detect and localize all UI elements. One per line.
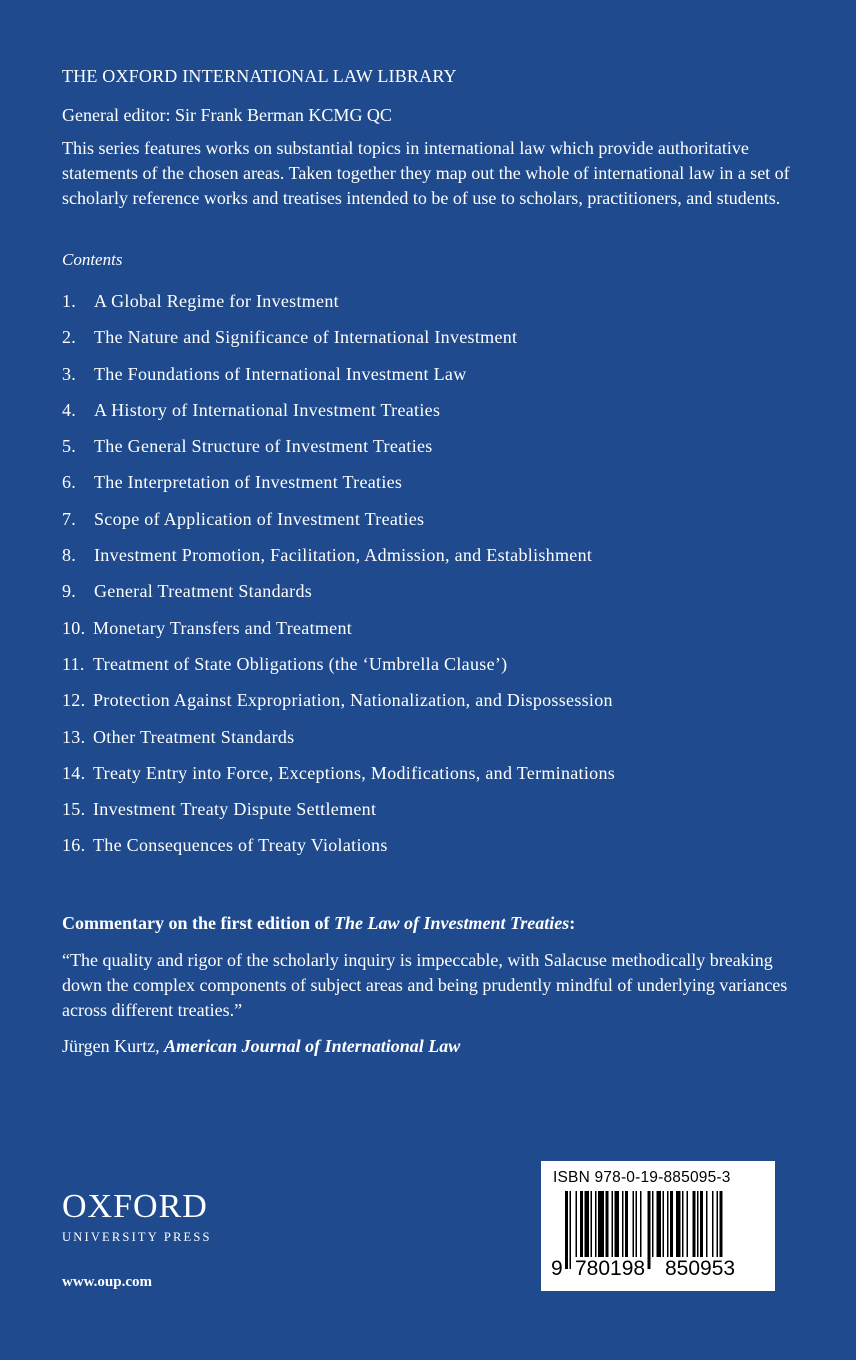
barcode-bar: [622, 1191, 624, 1257]
series-title: THE OXFORD INTERNATIONAL LAW LIBRARY: [62, 66, 457, 86]
contents-item: 4. A History of International Investment Treaties: [62, 399, 441, 420]
barcode-bar: [585, 1191, 590, 1257]
barcode-bar: [667, 1191, 669, 1257]
commentary-heading: Commentary on the first edition of The Law of Investment Treaties:: [62, 912, 576, 933]
barcode-bar: [697, 1191, 699, 1257]
contents-item: 3. The Foundations of International Investment Law: [62, 363, 467, 384]
reviewer-name: Jürgen Kurtz,: [62, 1035, 165, 1056]
barcode-bar: [636, 1191, 638, 1257]
barcode-bar: [687, 1191, 689, 1257]
barcode-bar: [612, 1191, 614, 1257]
barcode-bar: [640, 1191, 642, 1257]
barcode-bar: [693, 1191, 696, 1257]
barcode-first-digit: 9: [551, 1257, 563, 1280]
barcode-bar: [576, 1191, 578, 1257]
barcode-bar: [648, 1191, 651, 1269]
contents-item: 12. Protection Against Expropriation, Nationalization, and Dispossession: [62, 690, 613, 711]
general-editor: General editor: Sir Frank Berman KCMG QC: [62, 105, 392, 125]
barcode-bar: [663, 1191, 665, 1257]
barcode-bar: [606, 1191, 609, 1257]
barcode-bar: [652, 1191, 654, 1257]
contents-item: 6. The Interpretation of Investment Treaties: [62, 472, 403, 493]
contents-item: 2. The Nature and Significance of International Investment: [62, 327, 518, 348]
barcode-bar: [657, 1191, 662, 1257]
contents-item: 7. Scope of Application of Investment Treaties: [62, 508, 425, 529]
oxford-logo: [62, 1190, 262, 1244]
barcode-bar: [625, 1191, 628, 1257]
barcode-bar: [598, 1191, 604, 1257]
journal-name: American Journal of International Law: [164, 1035, 461, 1056]
barcode-bar: [570, 1191, 572, 1269]
back-cover-content: [62, 62, 802, 1059]
contents-item: 8. Investment Promotion, Facilitation, Admission, and Establishment: [62, 545, 593, 566]
barcode-bar: [700, 1191, 703, 1257]
review-attribution: [62, 1033, 802, 1059]
contents-item: 11. Treatment of State Obligations (the ‘Umbrella Clause’): [62, 653, 508, 674]
barcode-bar: [615, 1191, 620, 1257]
series-description: This series features works on substantial topics in international law which provide authoritative statements of the chosen areas. Taken together they map out the whole of international law in a set of scholarly reference works and treatises intended to be of use to scholars, practitioners, and students.: [62, 138, 790, 208]
contents-item: 13. Other Treatment Standards: [62, 726, 295, 747]
isbn-barcode: [541, 1161, 775, 1291]
barcode-bar: [676, 1191, 681, 1257]
barcode-bar: [595, 1191, 597, 1257]
contents-item: 9. General Treatment Standards: [62, 581, 313, 602]
publisher-website[interactable]: www.oup.com: [62, 1274, 153, 1290]
barcode-bar: [706, 1191, 708, 1257]
barcode-bar: [633, 1191, 635, 1257]
contents-item: 10. Monetary Transfers and Treatment: [62, 617, 353, 638]
barcode-bar: [717, 1191, 719, 1257]
contents-heading: Contents: [62, 250, 123, 269]
publisher-sub: UNIVERSITY PRESS: [62, 1230, 212, 1244]
barcode-bar: [580, 1191, 583, 1257]
barcode-bar: [565, 1191, 568, 1269]
contents-item: 5. The General Structure of Investment Treaties: [62, 436, 433, 457]
barcode-bar: [682, 1191, 684, 1257]
contents-list: [62, 283, 802, 864]
review-quote: “The quality and rigor of the scholarly inquiry is impeccable, with Salacuse methodically breaking down the complex components of subject areas and being prudently mindful of underlying variances across different treaties.”: [62, 949, 788, 1020]
barcode-bar: [670, 1191, 673, 1257]
barcode-group-1: 780198: [575, 1257, 646, 1280]
isbn-text: ISBN 978-0-19-885095-3: [553, 1169, 731, 1186]
contents-item: 1. A Global Regime for Investment: [62, 291, 339, 311]
contents-item: 16. The Consequences of Treaty Violations: [62, 835, 388, 856]
contents-item: 14. Treaty Entry into Force, Exceptions, Modifications, and Terminations: [62, 762, 616, 783]
barcode-group-2: 850953: [665, 1257, 736, 1280]
contents-item: 15. Investment Treaty Dispute Settlement: [62, 799, 377, 820]
publisher-name: OXFORD: [62, 1188, 208, 1225]
book-title: The Law of Investment Treaties: [333, 912, 570, 933]
barcode-bar: [591, 1191, 593, 1257]
barcode-bar: [712, 1191, 714, 1257]
